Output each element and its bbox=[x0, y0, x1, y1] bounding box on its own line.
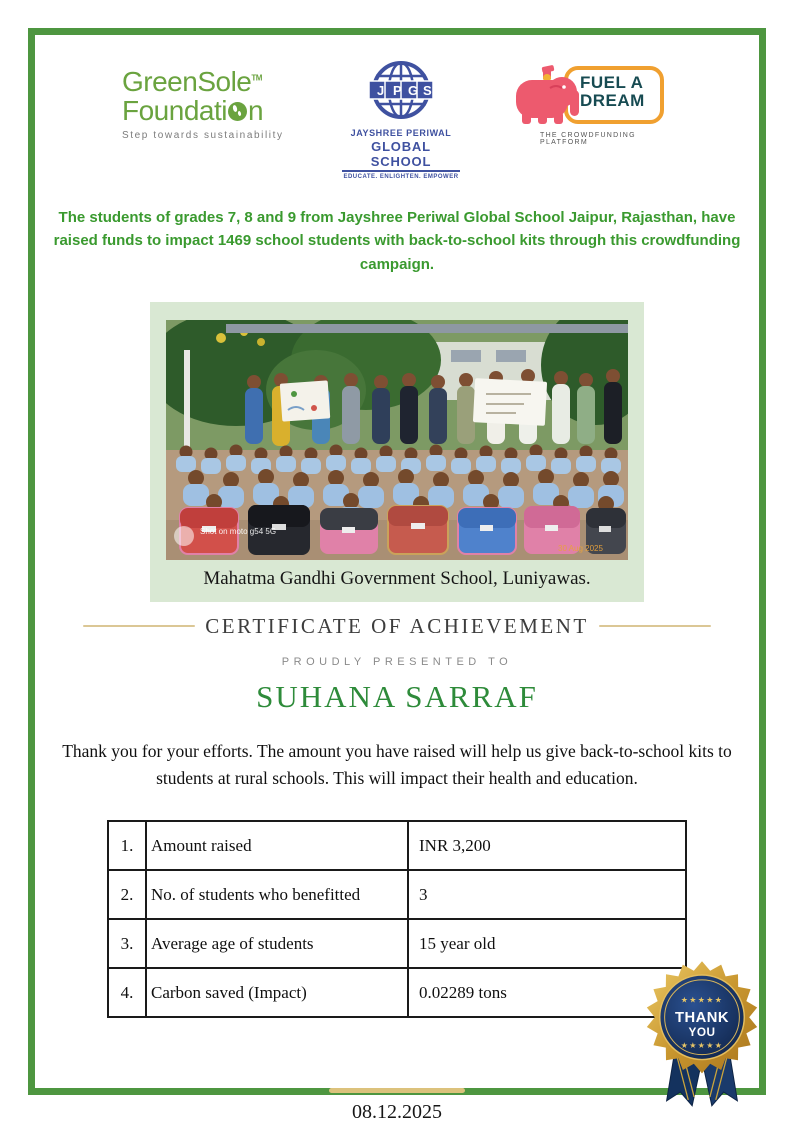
greensole-tagline: Step towards sustainability bbox=[122, 130, 284, 142]
thank-you-message: Thank you for your efforts. The amount you have raised will help us give back-to-school kits to students at rural schools. This will impact their health and education. bbox=[62, 740, 732, 788]
school-group-photo bbox=[166, 320, 628, 560]
title-line-left bbox=[83, 625, 195, 627]
greensole-name-text: GreenSole bbox=[122, 66, 252, 97]
table-row bbox=[108, 870, 686, 919]
jpgs-letter-s: S bbox=[423, 83, 432, 98]
row-label: No. of students who benefitted bbox=[146, 870, 408, 919]
certificate-content bbox=[35, 35, 759, 1123]
table-row bbox=[108, 919, 686, 968]
fueladream-wordmark bbox=[580, 74, 664, 110]
title-line-right bbox=[599, 625, 711, 627]
date-divider-line bbox=[329, 1088, 465, 1093]
certificate-title: CERTIFICATE OF ACHIEVEMENT bbox=[205, 613, 589, 638]
row-number: 2. bbox=[108, 870, 146, 919]
row-value: INR 3,200 bbox=[408, 821, 686, 870]
thank-you-badge bbox=[643, 956, 761, 1112]
photo-timestamp: 30 Aug 2025 bbox=[558, 543, 603, 553]
greensole-foundation-text-b: n bbox=[247, 95, 264, 126]
certificate-date: 08.12.2025 bbox=[352, 1101, 442, 1123]
fueladream-line1: FUEL A bbox=[580, 73, 644, 92]
recipient-name: SUHANA SARRAF bbox=[256, 678, 538, 714]
jpgs-tagline: EDUCATE. ENLIGHTEN. EMPOWER bbox=[343, 174, 459, 180]
jpgs-school-name-2: GLOBAL SCHOOL bbox=[342, 139, 460, 172]
logo-row bbox=[35, 60, 759, 180]
globe-footprint-icon bbox=[228, 102, 247, 121]
greensole-tm: TM bbox=[251, 73, 262, 83]
row-value: 15 year old bbox=[408, 919, 686, 968]
greensole-logo bbox=[122, 60, 290, 141]
jpgs-letter-p: P bbox=[393, 83, 402, 98]
row-value: 3 bbox=[408, 870, 686, 919]
badge-stars-top: ★★★★★ bbox=[680, 995, 724, 1005]
jpgs-letter-g: G bbox=[408, 83, 419, 98]
row-label: Carbon saved (Impact) bbox=[146, 968, 408, 1017]
row-number: 4. bbox=[108, 968, 146, 1017]
row-number: 3. bbox=[108, 919, 146, 968]
table-row bbox=[108, 968, 686, 1017]
greensole-foundation bbox=[122, 96, 290, 125]
presented-label: PROUDLY PRESENTED TO bbox=[281, 655, 513, 668]
badge-text-thank: THANK bbox=[674, 1010, 730, 1027]
certificate-title-row bbox=[35, 614, 759, 639]
table-row bbox=[108, 821, 686, 870]
photo-watermark: Shot on moto g54 5G bbox=[200, 526, 277, 536]
greensole-name bbox=[122, 68, 290, 96]
row-value: 0.02289 tons bbox=[408, 968, 686, 1017]
jpgs-globe-icon bbox=[368, 60, 434, 122]
campaign-banner-text: The students of grades 7, 8 and 9 from Jayshree Periwal Global School Jaipur, Rajasthan, have raised funds to impact 1469 school students with back-to-school kits through this crowdfunding campaign. bbox=[53, 209, 741, 273]
fueladream-tagline: THE CROWDFUNDING PLATFORM bbox=[540, 132, 636, 146]
jpgs-school-name-1: JAYSHREE PERIWAL bbox=[350, 128, 452, 138]
photo-card bbox=[150, 302, 644, 602]
badge-stars-bottom: ★★★★★ bbox=[680, 1040, 724, 1050]
greensole-foundation-text-a: Foundati bbox=[122, 95, 227, 126]
fueladream-line2: DREAM bbox=[580, 90, 645, 110]
photo-caption: Mahatma Gandhi Government School, Luniyawas. bbox=[203, 567, 591, 589]
elephant-fuel-icon bbox=[512, 60, 586, 130]
row-number: 1. bbox=[108, 821, 146, 870]
row-label: Average age of students bbox=[146, 919, 408, 968]
jpgs-logo bbox=[342, 60, 460, 180]
row-label: Amount raised bbox=[146, 821, 408, 870]
fueladream-logo bbox=[512, 60, 672, 152]
impact-table bbox=[107, 820, 687, 1018]
jpgs-letter-j: J bbox=[377, 83, 385, 98]
badge-text-you: YOU bbox=[688, 1024, 716, 1039]
